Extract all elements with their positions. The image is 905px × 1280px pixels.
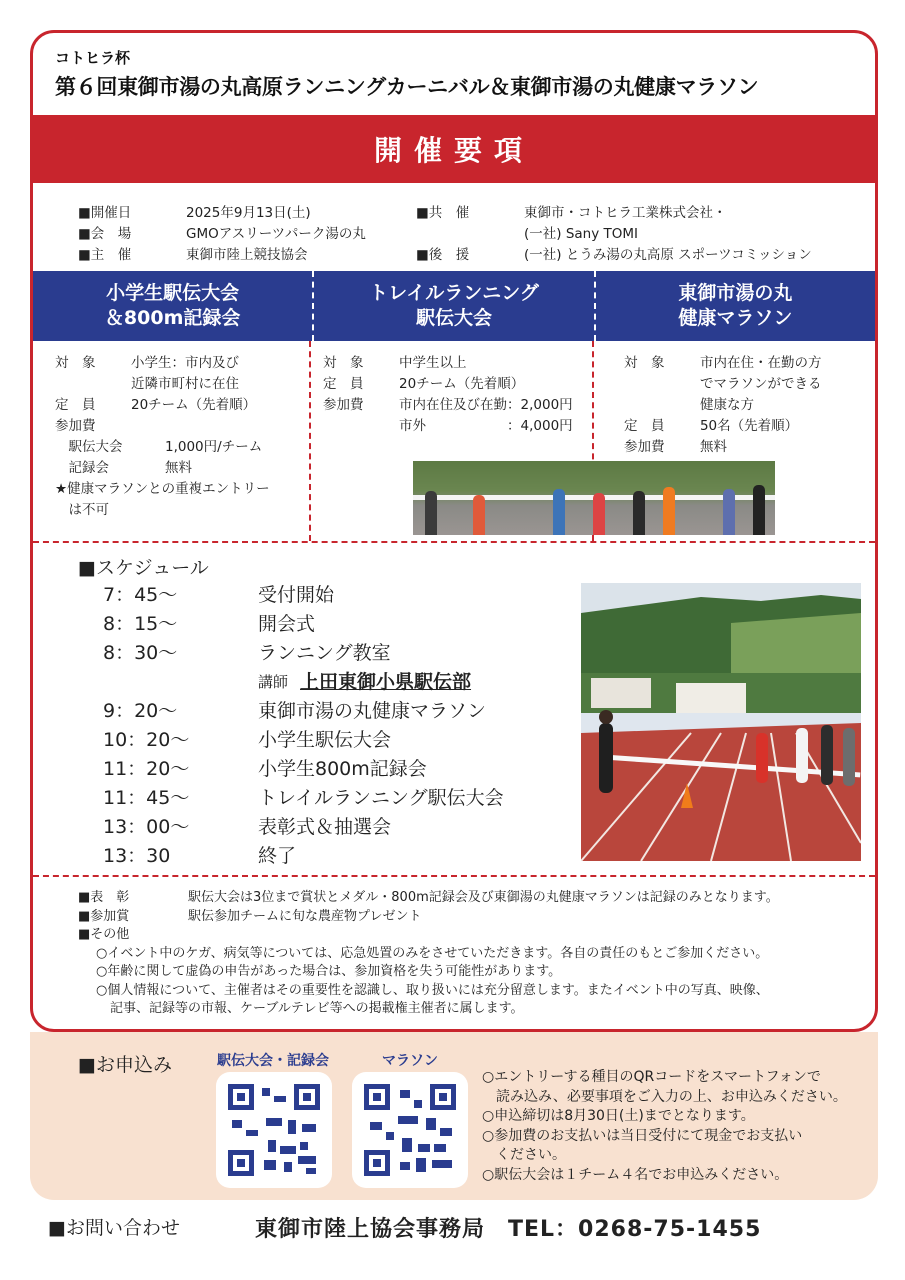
- qr-module: [416, 1158, 426, 1172]
- section-title: 開催要項: [373, 134, 534, 167]
- schedule-time: 9：20～: [103, 700, 178, 722]
- note-row: [78, 889, 779, 908]
- qr-module: [280, 1146, 296, 1154]
- detail-row: [323, 395, 592, 416]
- info-right: [416, 203, 812, 266]
- schedule-item: ランニング教室: [258, 642, 391, 664]
- track-race-photo: [581, 583, 861, 861]
- detail-label: 参加費: [55, 418, 96, 434]
- qr-module: [262, 1088, 270, 1096]
- detail-value: 無料: [699, 439, 727, 455]
- detail-row: [55, 353, 309, 374]
- schedule-row: [103, 668, 504, 697]
- detail-label: 対 象: [323, 355, 364, 371]
- detail-note: ★健康マラソンとの重複エントリー: [55, 481, 270, 497]
- event-title-line: ＆800m記録会: [104, 307, 241, 329]
- detail-label: [624, 374, 700, 395]
- info-row: [78, 203, 366, 224]
- qr-module: [400, 1162, 410, 1170]
- info-value: (一社) Sany TOMI: [524, 226, 639, 242]
- application-note: ○駅伝大会は１チーム４名でお申込みください。: [482, 1166, 789, 1183]
- note-label: ■参加賞: [78, 908, 130, 924]
- event-detail-ekiden: [33, 341, 311, 541]
- detail-row: [55, 458, 309, 479]
- schedule-time: 8：15～: [103, 613, 178, 635]
- detail-label: 定 員: [323, 376, 364, 392]
- runner-figure: [753, 485, 765, 535]
- note-label: ■表 彰: [78, 890, 130, 905]
- event-header-marathon: [596, 271, 875, 341]
- detail-value: 50名（先着順）: [699, 418, 799, 434]
- detail-value: 市内在住及び在勤：2,000円: [399, 397, 573, 413]
- schedule-item: 開会式: [258, 613, 316, 635]
- detail-value: 健康な方: [699, 397, 754, 413]
- detail-row: [624, 437, 875, 458]
- event-header-trail: [314, 271, 595, 341]
- application-note: ○申込締切は8月30日(土)までとなります。: [482, 1108, 755, 1124]
- info-label: [416, 224, 524, 245]
- qr-finder: [430, 1084, 456, 1110]
- note-bullet: ○年齢に関して虚偽の申告があった場合は、参加資格を失う可能性があります。: [96, 964, 562, 979]
- detail-row: [55, 374, 309, 395]
- detail-value: 1,000円/チーム: [165, 439, 263, 455]
- qr-label-marathon: マラソン: [382, 1053, 438, 1069]
- schedule-item: 小学生800m記録会: [258, 758, 427, 780]
- info-value: 東御市・コトヒラ工業株式会社・: [524, 205, 727, 221]
- detail-value: 20チーム（先着順）: [399, 376, 525, 392]
- note-bullet: ○個人情報について、主催者はその重要性を認識し、取り扱いには充分留意します。またイベント中の写真、映像、: [96, 982, 769, 998]
- qr-module: [400, 1090, 410, 1098]
- runner-figure: [663, 487, 675, 535]
- schedule-row: [103, 639, 504, 668]
- qr-finder: [364, 1084, 390, 1110]
- qr-finder: [228, 1150, 254, 1176]
- info-row: [416, 224, 812, 245]
- series-name: コトヒラ杯: [55, 49, 131, 67]
- info-row: [416, 203, 812, 224]
- schedule-time: 8：30～: [103, 642, 178, 664]
- info-label: ■後 援: [416, 247, 470, 263]
- schedule-title: ■スケジュール: [78, 557, 209, 579]
- schedule-row: [103, 755, 504, 784]
- main-title: 第６回東御市湯の丸高原ランニングカーニバル＆東御市湯の丸健康マラソン: [55, 75, 759, 99]
- qr-module: [386, 1132, 394, 1140]
- schedule-time: 11：20～: [103, 758, 190, 780]
- application-note: ください。: [482, 1147, 566, 1163]
- detail-label: 対 象: [623, 355, 665, 371]
- detail-value: 無料: [165, 460, 192, 476]
- application-note: ○エントリーする種目のQRコードをスマートフォンで: [482, 1069, 821, 1085]
- qr-module: [232, 1120, 242, 1128]
- detail-value: 小学生：市内及び: [131, 355, 239, 371]
- note-text: 駅伝大会は3位まで賞状とメダル・800m記録会及び東御湯の丸健康マラソンは記録のみとなります。: [188, 890, 779, 905]
- schedule-time: 10：20～: [103, 729, 190, 751]
- qr-module: [284, 1162, 292, 1172]
- note-row: [78, 926, 779, 945]
- detail-row: [624, 395, 875, 416]
- detail-label: [55, 374, 131, 395]
- schedule-list: [103, 581, 504, 871]
- qr-module: [440, 1128, 452, 1136]
- qr-finder: [364, 1150, 390, 1176]
- detail-row: [55, 437, 309, 458]
- detail-label: 参加費: [623, 439, 665, 455]
- event-title-line: 東御市湯の丸: [678, 282, 793, 304]
- header: [55, 47, 865, 101]
- qr-module: [418, 1144, 430, 1152]
- contact-info: 東御市陸上協会事務局 TEL：0268-75-1455: [255, 1217, 762, 1242]
- schedule-item: 東御市湯の丸健康マラソン: [258, 700, 487, 722]
- runner-figure: [473, 495, 485, 535]
- lecturer-label: 講師: [258, 673, 289, 691]
- schedule-row: [103, 813, 504, 842]
- qr-module: [302, 1124, 316, 1132]
- qr-finder: [294, 1084, 320, 1110]
- detail-row: [55, 416, 309, 437]
- info-value: 東御市陸上競技協会: [186, 247, 308, 263]
- detail-row: [323, 353, 592, 374]
- schedule-item: 受付開始: [258, 584, 335, 606]
- info-row: [78, 245, 366, 266]
- detail-label: 定 員: [623, 418, 665, 434]
- runner-figure: [553, 489, 565, 535]
- info-row: [78, 224, 366, 245]
- application-title: ■お申込み: [78, 1054, 172, 1076]
- note-label: ■その他: [78, 927, 130, 942]
- detail-row: [55, 500, 309, 521]
- event-banner: [33, 271, 875, 341]
- detail-value: でマラソンができる: [699, 376, 822, 392]
- runner-figure: [593, 493, 605, 535]
- section-divider: [33, 875, 875, 877]
- schedule-time: 7：45～: [103, 584, 178, 606]
- schedule-item: 表彰式＆抽選会: [258, 816, 392, 838]
- schedule-row: [103, 581, 504, 610]
- qr-module: [268, 1140, 276, 1152]
- qr-finder: [228, 1084, 254, 1110]
- qr-module: [370, 1122, 382, 1130]
- detail-note: は不可: [55, 502, 109, 518]
- event-title-line: 小学生駅伝大会: [106, 282, 240, 304]
- info-label: ■会 場: [78, 226, 132, 242]
- schedule-item: 終了: [258, 845, 297, 867]
- schedule-row: [103, 726, 504, 755]
- qr-code-marathon[interactable]: [352, 1072, 468, 1188]
- track-race-illustration: [581, 583, 861, 861]
- qr-module: [298, 1156, 316, 1164]
- info-value: 2025年9月13日(土): [186, 205, 311, 221]
- info-label: ■共 催: [416, 205, 470, 221]
- detail-row: [323, 416, 592, 437]
- application-note: 読み込み、必要事項をご入力の上、お申込みください。: [482, 1088, 847, 1105]
- qr-module: [246, 1130, 258, 1136]
- detail-label: 対 象: [55, 355, 96, 371]
- trail-finish-photo: [413, 461, 775, 535]
- application-section: [30, 1032, 878, 1200]
- application-notes: [482, 1068, 847, 1185]
- schedule-row: [103, 842, 504, 871]
- qr-label-ekiden: 駅伝大会・記録会: [217, 1053, 329, 1069]
- note-bullet: ○イベント中のケガ、病気等については、応急処置のみをさせていただきます。各自の責任のもとご参加ください。: [96, 945, 769, 961]
- info-label: ■主 催: [78, 247, 132, 263]
- info-value: GMOアスリーツパーク湯の丸: [186, 226, 366, 242]
- info-label: ■開催日: [78, 205, 132, 221]
- detail-label: [624, 395, 700, 416]
- detail-label: 駅伝大会: [55, 439, 123, 455]
- runner-figure: [723, 489, 735, 535]
- schedule-item: トレイルランニング駅伝大会: [258, 787, 504, 809]
- schedule-row: [103, 697, 504, 726]
- detail-label: 記録会: [55, 460, 109, 476]
- detail-row: [624, 353, 875, 374]
- detail-row: [624, 416, 875, 437]
- schedule-item: 小学生駅伝大会: [258, 729, 392, 751]
- note-row: [78, 908, 779, 927]
- note-bullet: 記事、記録等の市報、ケーブルテレビ等への掲載権主催者に属します。: [110, 1001, 524, 1016]
- schedule-time: [103, 668, 258, 697]
- qr-module: [426, 1118, 436, 1130]
- detail-row: [624, 374, 875, 395]
- qr-module: [300, 1142, 308, 1150]
- info-left: [78, 203, 366, 266]
- qr-module: [398, 1116, 418, 1124]
- notes-section: [78, 889, 779, 1019]
- detail-value: 中学生以上: [399, 355, 467, 371]
- detail-label: 定 員: [55, 397, 96, 413]
- schedule-row: [103, 610, 504, 639]
- lecturer-name: 上田東御小県駅伝部: [300, 671, 472, 693]
- application-note: ○参加費のお支払いは当日受付にて現金でお支払い: [482, 1127, 803, 1144]
- detail-row: [55, 479, 309, 500]
- note-text: 駅伝参加チームに旬な農産物プレゼント: [188, 908, 422, 924]
- detail-label: 参加費: [323, 397, 364, 413]
- info-row: [416, 245, 812, 266]
- section-divider: [33, 541, 875, 543]
- qr-pattern: [364, 1084, 456, 1176]
- event-title-line: 健康マラソン: [678, 307, 793, 329]
- contact-label: ■お問い合わせ: [48, 1217, 180, 1239]
- qr-module: [288, 1120, 296, 1134]
- detail-value: 市内在住・在勤の方: [699, 355, 822, 371]
- qr-module: [264, 1160, 276, 1170]
- qr-module: [274, 1096, 286, 1102]
- info-value: (一社) とうみ湯の丸高原 スポーツコミッション: [524, 247, 812, 263]
- qr-module: [402, 1138, 412, 1152]
- qr-code-ekiden[interactable]: [216, 1072, 332, 1188]
- qr-pattern: [228, 1084, 320, 1176]
- qr-module: [432, 1160, 452, 1168]
- event-title-line: トレイルランニング: [369, 282, 539, 304]
- qr-module: [306, 1168, 316, 1174]
- event-header-ekiden: [33, 271, 314, 341]
- detail-value: 市外 ：4,000円: [399, 418, 573, 434]
- detail-row: [323, 374, 592, 395]
- schedule-time: 13：30: [103, 845, 171, 867]
- event-outline-frame: [30, 30, 878, 1032]
- schedule-row: [103, 784, 504, 813]
- qr-module: [414, 1100, 422, 1108]
- qr-module: [266, 1118, 282, 1126]
- schedule-time: 13：00～: [103, 816, 190, 838]
- qr-module: [434, 1144, 446, 1152]
- detail-value: 近隣市町村に在住: [131, 376, 239, 392]
- detail-row: [55, 395, 309, 416]
- section-banner: [33, 115, 875, 183]
- runner-figure: [425, 491, 437, 535]
- detail-label: [323, 416, 399, 437]
- runner-figure: [633, 491, 645, 535]
- detail-value: 20チーム（先着順）: [131, 397, 257, 413]
- event-title-line: 駅伝大会: [415, 307, 492, 329]
- schedule-time: 11：45～: [103, 787, 190, 809]
